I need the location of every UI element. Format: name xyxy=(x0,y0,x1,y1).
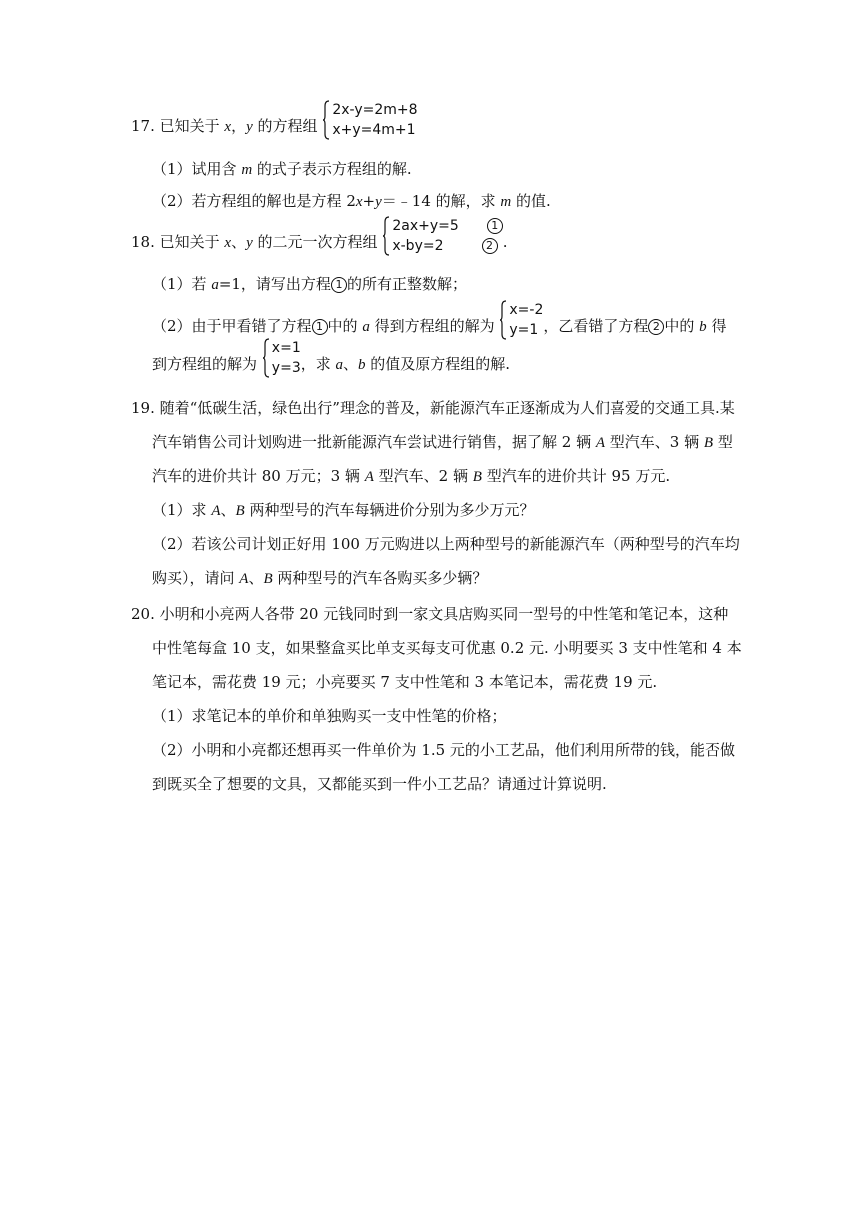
var-y: y xyxy=(375,194,382,210)
q19-part-2-text: 购买），请问 xyxy=(152,569,240,587)
var-a: a xyxy=(362,319,370,335)
q18-part-2-text: ，乙看错了方程 xyxy=(543,317,649,335)
q17-part-1-text: （1）试用含 xyxy=(152,160,242,178)
q19-text: 型 xyxy=(713,433,733,451)
q18-part-2-text: 中的 xyxy=(664,317,700,335)
q18-part-2-text: 得到方程组的解为 xyxy=(369,317,495,335)
q18-equation-2 xyxy=(392,236,502,256)
q19-part-2-line-2 xyxy=(152,568,487,589)
var-b: b xyxy=(358,357,366,373)
q20-line-3: 笔记本，需花费 19 元；小亮要买 7 支中性笔和 3 本笔记本，需花费 19 元. xyxy=(152,673,658,691)
q18-stem-text: 的二元一次方程组 xyxy=(252,233,378,251)
q19-part-1-text: 两种型号的汽车每辆进价分别为多少万元？ xyxy=(244,501,535,519)
q17-stem-text: 已知关于 xyxy=(159,117,225,135)
separator: 、 xyxy=(343,355,359,373)
q20-line-1: 20. 小明和小亮两人各带 20 元钱同时到一家文具店购买同一型号的中性笔和笔记本，这种 xyxy=(131,605,729,623)
var-x: x xyxy=(224,235,232,251)
q18-part-1 xyxy=(152,274,467,295)
q20-part-2-line-1: （2）小明和小亮都还想再买一件单价为 1.5 元的小工艺品，他们利用所带的钱，能否做 xyxy=(152,741,735,759)
q18-part-2-text: 的值及原方程组的解. xyxy=(365,355,511,373)
q17-part-2-text: （2）若方程组的解也是方程 2 xyxy=(152,192,356,210)
q19-text: 型汽车、2 辆 xyxy=(373,467,473,485)
q17-part-1 xyxy=(152,159,412,180)
q19-line-1: 19. 随着“低碳生活，绿色出行”理念的普及，新能源汽车正逐渐成为人们喜爱的交通工具.某 xyxy=(131,399,735,417)
circled-number-1: 1 xyxy=(331,277,347,293)
left-brace-icon xyxy=(322,100,330,140)
q17-equation-1: 2x-y=2m+8 xyxy=(332,102,418,118)
q20-part-1: （1）求笔记本的单价和单独购买一支中性笔的价格； xyxy=(152,707,507,725)
separator: ， xyxy=(231,117,247,135)
var-b: b xyxy=(699,319,707,335)
var-B: B xyxy=(703,435,714,451)
q18-solution-2 xyxy=(262,338,301,378)
plus-sign: + xyxy=(362,192,376,210)
var-a: a xyxy=(211,277,219,293)
q19-part-1 xyxy=(152,500,534,521)
q19-text: 汽车销售公司计划购进一批新能源汽车尝试进行销售，据了解 2 辆 xyxy=(152,433,596,451)
q18-equation-2-text: x-by=2 xyxy=(392,238,444,254)
q18-stem xyxy=(131,218,508,256)
separator: 、 xyxy=(231,233,247,251)
separator: 、 xyxy=(220,501,236,519)
q19-part-1-text: （1）求 xyxy=(152,501,212,519)
q19-text: 型汽车、3 辆 xyxy=(605,433,704,451)
var-B: B xyxy=(263,571,273,587)
var-y: y xyxy=(246,119,253,135)
q17-equation-2: x+y=4m+1 xyxy=(332,122,416,138)
q18-part-2-text: 中的 xyxy=(327,317,363,335)
q18-part-2-line-2 xyxy=(152,340,511,378)
q19-line-3 xyxy=(152,466,670,487)
separator: 、 xyxy=(248,569,264,587)
circled-number-1: 1 xyxy=(487,218,503,234)
left-brace-icon xyxy=(262,338,270,378)
q17-part-2-text: ＝﹣14 的解，求 xyxy=(381,192,501,210)
q18-stem-end: . xyxy=(502,233,508,251)
q18-equation-system xyxy=(382,216,502,256)
q17-part-2 xyxy=(152,191,551,212)
q18-part-2-line-1 xyxy=(152,302,727,340)
q17-part-1-text: 的式子表示方程组的解. xyxy=(252,160,412,178)
var-A: A xyxy=(364,469,374,485)
q17-number: 17. xyxy=(131,117,155,135)
q19-text: 汽车的进价共计 80 万元；3 辆 xyxy=(152,467,365,485)
q18-solution-2-y: y=3 xyxy=(271,360,301,376)
var-x: x xyxy=(355,194,363,210)
q20-line-2: 中性笔每盒 10 支，如果整盒买比单支买每支可优惠 0.2 元. 小明要买 3 支中性笔和 4 本 xyxy=(152,639,742,657)
q18-part-2-text: 得 xyxy=(706,317,727,335)
q19-part-2-line-1: （2）若该公司计划正好用 100 万元购进以上两种型号的新能源汽车（两种型号的汽车均 xyxy=(152,535,740,553)
q18-equation-1 xyxy=(392,216,502,236)
var-x: x xyxy=(224,119,232,135)
var-B: B xyxy=(235,503,245,519)
circled-number-2: 2 xyxy=(482,238,498,254)
var-m: m xyxy=(500,194,512,210)
left-brace-icon xyxy=(499,300,507,340)
var-A: A xyxy=(595,435,606,451)
circled-number-2: 2 xyxy=(648,319,664,335)
q18-solution-1-x: x=-2 xyxy=(509,302,544,318)
q18-number: 18. xyxy=(131,233,155,251)
q17-equation-system xyxy=(322,100,417,140)
q17-stem xyxy=(131,102,418,140)
var-a: a xyxy=(335,357,344,373)
q18-equation-1-text: 2ax+y=5 xyxy=(392,218,459,234)
q17-stem-text: 的方程组 xyxy=(252,117,318,135)
q18-solution-1 xyxy=(499,300,543,340)
q19-line-2 xyxy=(152,432,733,453)
q18-part-2-text: （2）由于甲看错了方程 xyxy=(152,317,312,335)
var-B: B xyxy=(472,469,482,485)
q18-part-1-text: =1，请写出方程 xyxy=(218,275,331,293)
var-A: A xyxy=(211,503,221,519)
q18-part-2-text: 到方程组的解为 xyxy=(152,355,258,373)
q20-part-2-line-2: 到既买全了想要的文具，又都能买到一件小工艺品？请通过计算说明. xyxy=(152,775,607,793)
var-m: m xyxy=(241,162,253,178)
var-A: A xyxy=(239,571,249,587)
left-brace-icon xyxy=(382,216,390,256)
q18-solution-1-y: y=1 xyxy=(509,322,539,338)
q18-part-1-text: （1）若 xyxy=(152,275,212,293)
q19-text: 型汽车的进价共计 95 万元. xyxy=(481,467,671,485)
circled-number-1: 1 xyxy=(312,319,328,335)
q18-part-2-text: ，求 xyxy=(300,355,336,373)
q18-part-1-text: 的所有正整数解； xyxy=(346,275,467,293)
q18-stem-text: 已知关于 xyxy=(159,233,225,251)
q19-part-2-text: 两种型号的汽车各购买多少辆？ xyxy=(272,569,488,587)
q18-solution-2-x: x=1 xyxy=(271,340,301,356)
q17-part-2-text: 的值. xyxy=(511,192,551,210)
var-y: y xyxy=(246,235,253,251)
